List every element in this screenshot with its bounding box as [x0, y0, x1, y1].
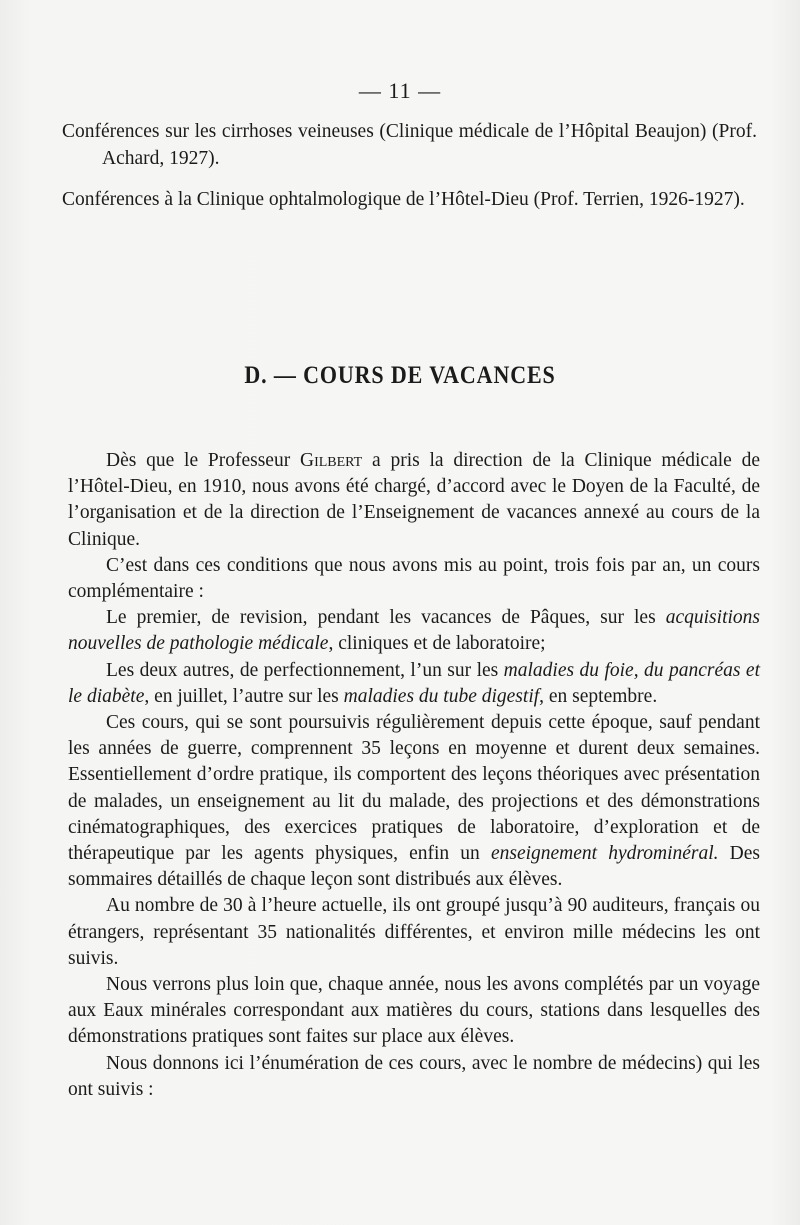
paragraph-5: Ces cours, qui se sont poursuivis régulièrement depuis cette époque, sauf pendant les années de guerre, comprennent 35 leçons en moyenne et durent deux semaines. Essentiellement d’ordre pratique, ils comportent des leçons théoriques avec présentation de malades, un enseignement au lit du malade, des projections et des démonstrations cinématographiques, des exercices pratiques de laboratoire, d’exploration et de thérapeutique par les agents physiques, enfin un enseignement hydrominéral. Des sommaires détaillés de chaque leçon sont distribués aux élèves.: [68, 712, 761, 891]
reference-item: Conférences à la Clinique ophtalmologique de l’Hôtel-Dieu (Prof. Terrien, 1926-1927).: [62, 189, 745, 210]
section-heading: D. — COURS DE VACANCES: [244, 362, 556, 389]
page-number: — 11 —: [358, 78, 442, 103]
paragraph-3: Le premier, de revision, pendant les vacances de Pâques, sur les acquisitions nouvelles de pathologie médicale, cliniques et de laboratoire;: [68, 607, 760, 655]
person-name: Gilbert: [300, 450, 363, 471]
paragraph-4: Les deux autres, de perfectionnement, l’un sur les maladies du foie, du pancréas et le diabète, en juillet, l’autre sur les maladies du tube digestif, en septembre.: [68, 659, 760, 707]
paragraph-6: Au nombre de 30 à l’heure actuelle, ils ont groupé jusqu’à 90 auditeurs, français ou étrangers, représentant 35 nationalités différentes, et environ mille médecins les ont suivis.: [68, 895, 760, 969]
paragraph-8: Nous donnons ici l’énumération de ces cours, avec le nombre de médecins) qui les ont suivis :: [68, 1052, 760, 1100]
paragraph-1: Dès que le Professeur Gilbert a pris la direction de la Clinique médicale de l’Hôtel-Dieu, en 1910, nous avons été chargé, d’accord avec le Doyen de la Faculté, de l’organisation et de la direction de l’Enseignement de vacances annexé au cours de la Clinique.: [68, 450, 760, 550]
paragraph-7: Nous verrons plus loin que, chaque année, nous les avons complétés par un voyage aux Eaux minérales correspondant aux matières du cours, stations dans lesquelles des démonstrations pratiques sont faites sur place aux élèves.: [68, 974, 760, 1048]
section-body: [68, 448, 760, 1103]
paragraph-2: C’est dans ces conditions que nous avons mis au point, trois fois par an, un cours complémentaire :: [68, 554, 760, 603]
reference-item: Conférences sur les cirrhoses veineuses (Clinique médicale de l’Hôpital Beaujon) (Prof. Achard, 1927).: [62, 121, 757, 169]
